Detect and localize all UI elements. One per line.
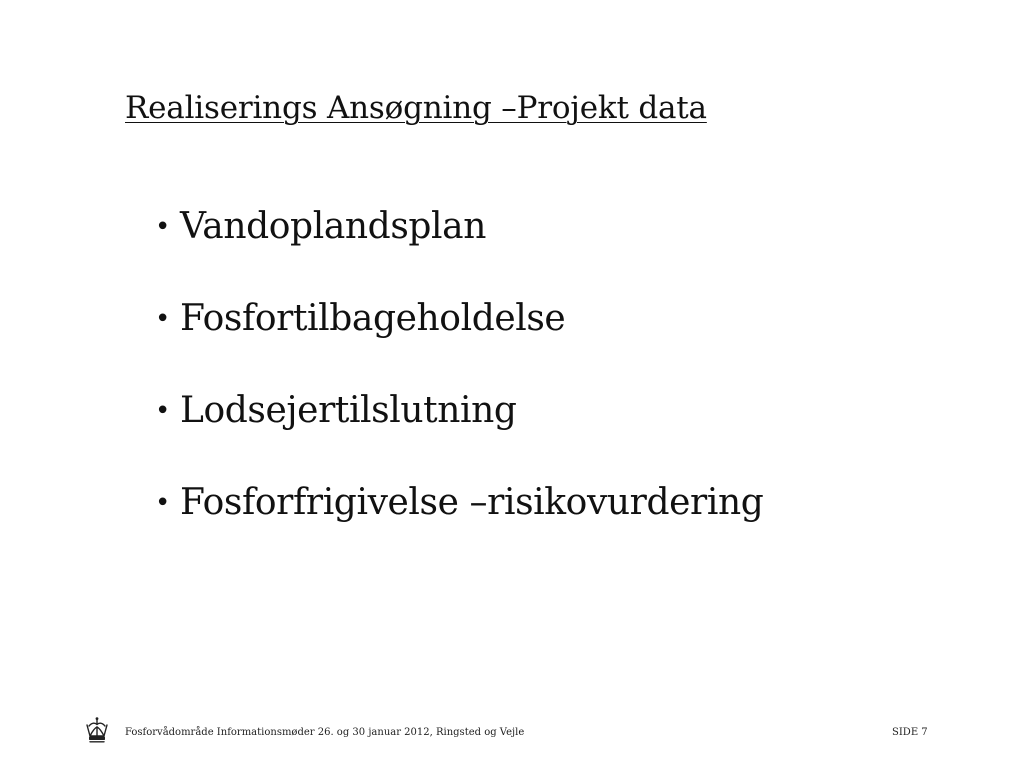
bullet-item <box>155 298 763 390</box>
bullet-icon: • <box>155 488 170 518</box>
slide-footer <box>0 716 1024 752</box>
crown-icon <box>84 716 110 744</box>
bullet-label: Fosfortilbageholdelse <box>180 298 566 339</box>
bullet-item <box>155 206 763 298</box>
bullet-list <box>155 206 763 574</box>
bullet-label: Vandoplandsplan <box>180 206 486 247</box>
bullet-icon: • <box>155 396 170 426</box>
slide-title: Realiserings Ansøgning –Projekt data <box>125 90 707 126</box>
bullet-icon: • <box>155 212 170 242</box>
page-number: SIDE 7 <box>892 727 928 738</box>
bullet-label: Fosforfrigivelse –risikovurdering <box>180 482 764 523</box>
footer-text: Fosforvådområde Informationsmøder 26. og 30 januar 2012, Ringsted og Vejle <box>125 727 525 738</box>
bullet-item <box>155 482 763 574</box>
bullet-icon: • <box>155 304 170 334</box>
bullet-item <box>155 390 763 482</box>
bullet-label: Lodsejertilslutning <box>180 390 517 431</box>
